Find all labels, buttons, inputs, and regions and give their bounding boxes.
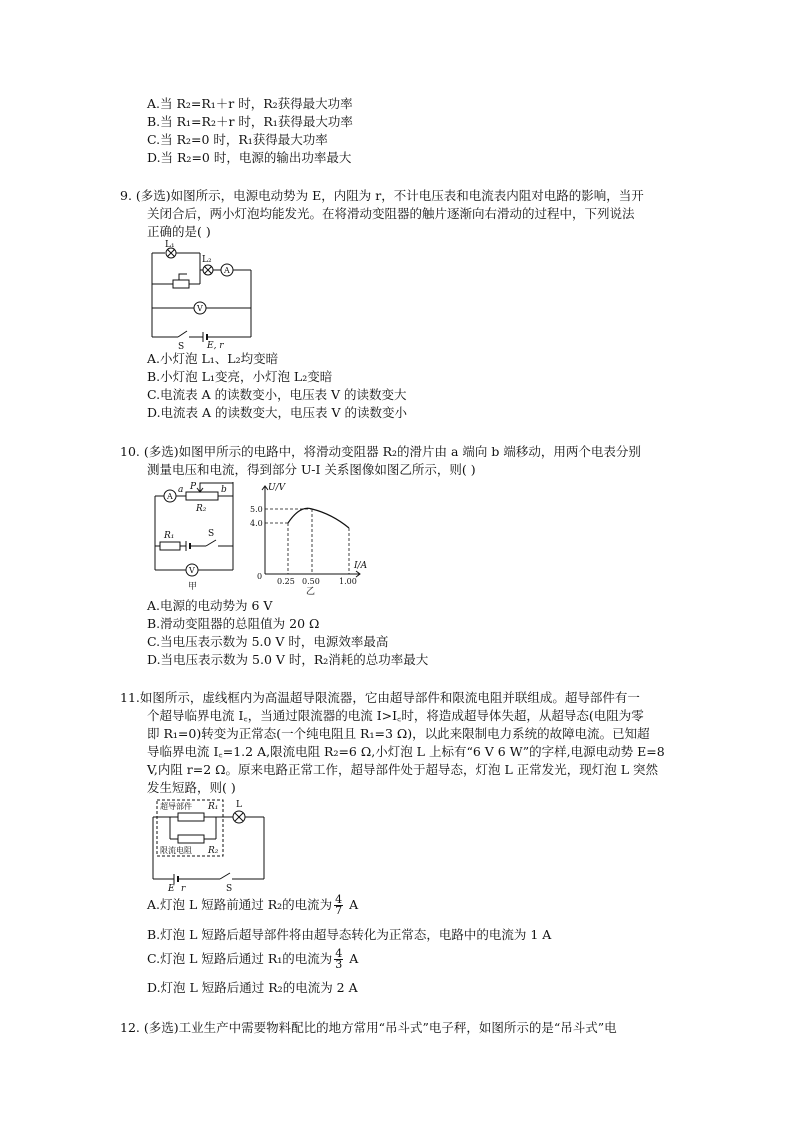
q11-option-d: D.灯泡 L 短路后通过 R₂的电流为 2 A [147,980,358,995]
q11-option-c-num: 4 [335,947,343,960]
q10-option-d: D.当电压表示数为 5.0 V 时，R₂消耗的总功率最大 [147,652,429,667]
q11-fig-label-lamp: L [236,800,242,810]
q9-fig-label-voltmeter: V [197,304,203,313]
q9-stem-line-2: 关闭合后，两小灯泡均能发光。在将滑动变阻器的触片逐渐向右滑动的过程中，下列说法 [147,206,635,221]
q10-option-a: A.电源的电动势为 6 V [147,598,273,613]
q10b-xtick-025: 0.25 [277,577,295,586]
q8-option-d: D.当 R₂=0 时，电源的输出功率最大 [147,150,352,165]
q9-fig-label-l2: L₂ [202,255,212,265]
q11-option-a-text: A.灯泡 L 短路前通过 R₂的电流为 [147,897,333,912]
q11-option-a-den: 7 [335,904,343,917]
q11-option-b: B.灯泡 L 短路后超导部件将由超导态转化为正常态，电路中的电流为 1 A [147,927,552,942]
q10-circuit-diagram-a [148,478,243,598]
q10-option-b: B.滑动变阻器的总阻值为 20 Ω [147,616,320,631]
q9-stem-line-3: 正确的是( ) [147,224,211,239]
q10-stem-line-1: 10. (多选)如图甲所示的电路中，将滑动变阻器 R₂的滑片由 a 端向 b 端移动，用两个电表分别 [120,444,641,459]
q10b-origin: 0 [257,572,263,581]
q11-fig-label-s: S [226,884,233,893]
q8-option-c: C.当 R₂=0 时，R₁获得最大功率 [147,132,328,147]
q11-fig-label-superconductor: 超导部件 [160,802,192,811]
q9-circuit-diagram [145,240,260,350]
q10b-xtick-100: 1.00 [339,577,357,586]
q12-stem-line-1: 12. (多选)工业生产中需要物料配比的地方常用“吊斗式”电子秤，如图所示的是“吊斗式”电 [120,1020,617,1035]
q11-fig-label-r: r [181,884,186,893]
q11-fig-label-e: E [168,884,175,893]
q11-option-a-num: 4 [335,893,343,906]
q10a-label-s: S [208,529,215,539]
q11-stem-line-5: V,内阻 r=2 Ω。原来电路正常工作，超导部件处于超导态，灯泡 L 正常发光，现灯泡 L 突然 [147,762,659,777]
q11-stem-line-2: 个超导临界电流 I꜀，当通过限流器的电流 I>I꜀时，将造成超导体失超，从超导态(电阻为零 [147,708,644,723]
q10a-label-voltmeter: V [189,566,195,575]
q9-option-b: B.小灯泡 L₁变亮，小灯泡 L₂变暗 [147,369,333,384]
q11-option-c-text: C.灯泡 L 短路后通过 R₁的电流为 [147,951,333,966]
q9-option-a: A.小灯泡 L₁、L₂均变暗 [147,351,279,366]
q10a-label-b: b [221,485,227,495]
q11-stem-line-4: 导临界电流 I꜀=1.2 A,限流电阻 R₂=6 Ω,小灯泡 L 上标有“6 V 6 W”的字样,电源电动势 E=8 [147,744,665,759]
q9-fig-label-l1: L₁ [165,240,175,250]
q9-fig-label-switch: S [178,342,185,350]
q11-stem-line-3: 即 R₁=0)转变为正常态(一个纯电阻且 R₁=3 Ω)，以此来限制电力系统的故障电流。已知超 [147,726,650,741]
q9-stem-line-1: 9. (多选)如图所示，电源电动势为 E，内阻为 r，不计电压表和电流表内阻对电路的影响，当开 [120,188,644,203]
q10b-xlabel: I/A [354,561,368,571]
q11-circuit-diagram [148,797,273,893]
q10a-label-r1: R₁ [164,531,175,541]
q8-option-b: B.当 R₁=R₂＋r 时，R₁获得最大功率 [147,114,353,129]
q11-fig-label-r2: R₂ [208,846,219,856]
q9-fig-label-emf: E, r [207,341,224,350]
q10a-label-ammeter: A [167,492,173,501]
q10-option-c: C.当电压表示数为 5.0 V 时，电源效率最高 [147,634,389,649]
q9-fig-label-ammeter: A [224,266,230,275]
q10a-label-r2: R₂ [196,504,207,514]
q11-fig-label-limit-resistor: 限流电阻 [160,846,192,855]
q10a-label-a: a [178,485,184,495]
q11-option-c [147,949,358,970]
q10b-xtick-050: 0.50 [302,577,320,586]
q9-option-c: C.电流表 A 的读数变小，电压表 V 的读数变大 [147,387,407,402]
q10b-ytick-4: 4.0 [250,519,263,528]
q10-ui-graph [250,478,380,598]
q10-stem-line-2: 测量电压和电流，得到部分 U-I 关系图像如图乙所示，则( ) [147,462,476,477]
q11-option-c-fraction [334,949,343,970]
q11-option-c-unit: A [349,951,359,966]
q10a-label-p: P [190,482,197,492]
q11-option-a [147,895,358,916]
q8-option-a: A.当 R₂=R₁＋r 时，R₂获得最大功率 [147,96,353,111]
q10b-caption: 乙 [306,587,316,597]
q11-stem-line-1: 11.如图所示，虚线框内为高温超导限流器，它由超导部件和限流电阻并联组成。超导部件有一 [120,690,640,705]
q11-stem-line-6: 发生短路，则( ) [147,780,236,795]
q10b-ylabel: U/V [268,483,286,493]
q11-fig-label-r1: R₁ [208,802,219,812]
q11-option-a-unit: A [349,897,359,912]
q10b-ytick-5: 5.0 [250,505,263,514]
q11-option-c-den: 3 [335,958,343,971]
q9-option-d: D.电流表 A 的读数变大，电压表 V 的读数变小 [147,405,407,420]
q11-option-a-fraction [334,895,343,916]
q10a-caption: 甲 [188,582,198,592]
